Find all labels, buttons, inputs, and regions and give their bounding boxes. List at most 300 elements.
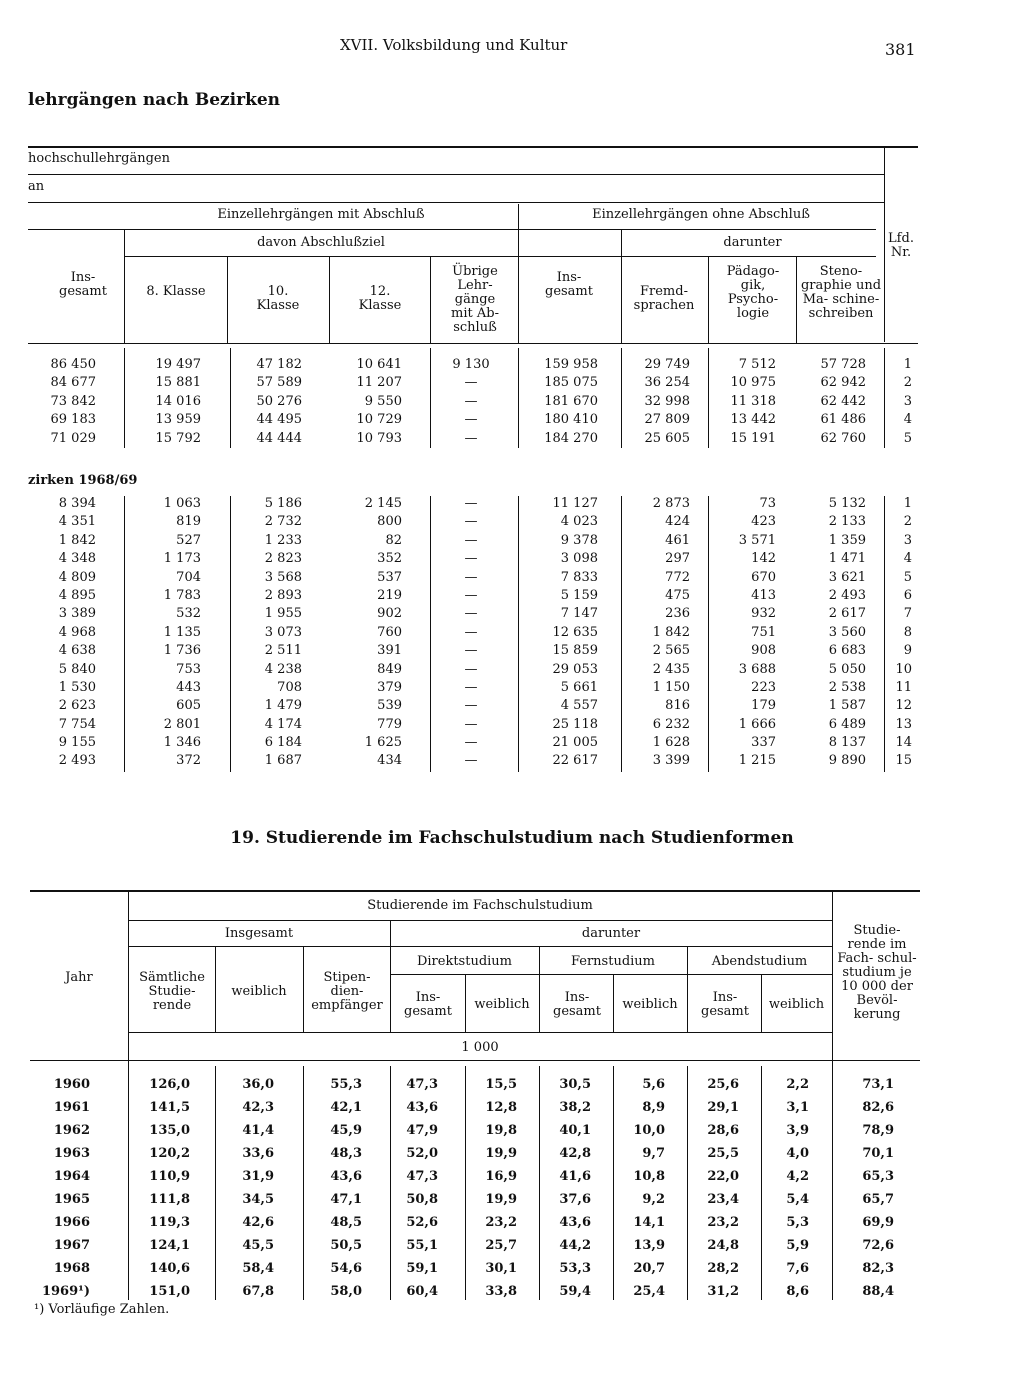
table-cell: 15 792 xyxy=(155,430,201,446)
table-cell: 3,1 xyxy=(786,1100,809,1115)
table-cell: 10 641 xyxy=(356,357,402,372)
table-cell: 4 351 xyxy=(58,514,96,530)
table-cell: 19,9 xyxy=(485,1146,517,1161)
table-cell: 1966 xyxy=(53,1215,90,1230)
col-insgesamt: Ins- gesamt xyxy=(59,270,107,299)
table-cell: 4 968 xyxy=(58,624,96,640)
table-cell: 7 512 xyxy=(738,357,776,372)
table-cell: 179 xyxy=(751,698,776,714)
table-cell: 2 893 xyxy=(264,587,302,603)
table1-rule xyxy=(708,256,709,343)
table-cell: 3 098 xyxy=(560,551,598,567)
table-cell: 142 xyxy=(751,551,776,567)
table-cell: 52,0 xyxy=(406,1146,438,1161)
table-cell: — xyxy=(464,661,478,677)
table-cell: 2 565 xyxy=(652,643,690,659)
table-cell: 352 xyxy=(377,551,402,567)
table-cell: 48,5 xyxy=(330,1215,362,1230)
table-cell: 62 942 xyxy=(820,375,866,391)
table-cell: 36 254 xyxy=(644,375,690,391)
table-cell: 413 xyxy=(751,587,776,603)
table-cell: 180 410 xyxy=(544,412,598,428)
table-column xyxy=(621,495,690,771)
table-cell: 23,2 xyxy=(707,1215,739,1230)
table-cell: 13,9 xyxy=(633,1238,665,1253)
table-cell: 10 975 xyxy=(730,375,776,391)
table-cell: 30,1 xyxy=(485,1261,517,1276)
table-cell: 3,9 xyxy=(786,1123,809,1138)
table-column xyxy=(832,1073,894,1303)
table-cell: 5 186 xyxy=(264,496,302,511)
table-cell: 10,0 xyxy=(633,1123,665,1138)
table-cell: — xyxy=(464,587,478,603)
table-cell: 13 959 xyxy=(155,412,201,428)
table-cell: 475 xyxy=(665,587,690,603)
table-cell: 55,3 xyxy=(330,1077,362,1092)
table-cell: 6 489 xyxy=(828,716,866,732)
table-cell: 50,8 xyxy=(406,1192,438,1207)
table-cell: — xyxy=(464,532,478,548)
table2-title: 19. Studierende im Fachschulstudium nach Studienformen xyxy=(230,828,794,848)
table-cell: 1 215 xyxy=(738,753,776,769)
table-cell: 57 728 xyxy=(820,357,866,372)
table-cell: 819 xyxy=(176,514,201,530)
table-cell: 140,6 xyxy=(149,1261,190,1276)
table-cell: 6 683 xyxy=(828,643,866,659)
table-cell: 29 053 xyxy=(552,661,598,677)
table-cell: 1 135 xyxy=(163,624,201,640)
table-cell: 53,3 xyxy=(559,1261,591,1276)
table-cell: 84 677 xyxy=(50,375,96,391)
col-fremdsprachen: Fremd- sprachen xyxy=(633,284,695,313)
t2-hdr-insgesamt: Insgesamt xyxy=(224,926,294,941)
table-cell: 47,9 xyxy=(406,1123,438,1138)
table-cell: 21 005 xyxy=(552,735,598,751)
table-cell: — xyxy=(464,643,478,659)
t2-hdr-direkt-weiblich: weiblich xyxy=(474,997,530,1012)
table-cell: 219 xyxy=(377,587,402,603)
table1-rule xyxy=(884,496,885,772)
table-cell: 71 029 xyxy=(50,430,96,446)
t2-hdr-fern-weiblich: weiblich xyxy=(622,997,678,1012)
table-column xyxy=(687,1073,739,1303)
table-cell: 9,7 xyxy=(642,1146,665,1161)
table-cell: 57 589 xyxy=(256,375,302,391)
table-column xyxy=(613,1073,665,1303)
table-column xyxy=(330,495,402,771)
table-cell: 65,7 xyxy=(862,1192,894,1207)
table-cell: 119,3 xyxy=(149,1215,190,1230)
table-cell: 25,7 xyxy=(485,1238,517,1253)
table1-rule xyxy=(124,256,876,257)
table-column xyxy=(430,356,512,448)
table-cell: 22 617 xyxy=(552,753,598,769)
table-cell: 31,2 xyxy=(707,1284,739,1299)
table-cell: 1965 xyxy=(53,1192,90,1207)
table-cell: 48,3 xyxy=(330,1146,362,1161)
t2-hdr-fern: Fernstudium xyxy=(570,954,656,969)
table-cell: 379 xyxy=(377,679,402,695)
hdr-an: an xyxy=(28,179,45,194)
table-cell: 13 442 xyxy=(730,412,776,428)
table-cell: 1 842 xyxy=(58,532,96,548)
table-cell: 7,6 xyxy=(786,1261,809,1276)
table-cell: 45,9 xyxy=(330,1123,362,1138)
table-cell: 5 661 xyxy=(560,679,598,695)
table2-rule xyxy=(303,946,304,1032)
table-column xyxy=(230,356,302,448)
table-cell: 1963 xyxy=(53,1146,90,1161)
table-cell: 72,6 xyxy=(862,1238,894,1253)
table-cell: 11 127 xyxy=(552,496,598,511)
table-cell: 760 xyxy=(377,624,402,640)
table-cell: 434 xyxy=(377,753,402,769)
table1-rule xyxy=(28,146,918,148)
table-cell: 78,9 xyxy=(862,1123,894,1138)
table-cell: 9 xyxy=(903,643,912,659)
table-cell: 236 xyxy=(665,606,690,622)
table-cell: 29,1 xyxy=(707,1100,739,1115)
table-cell: 47,3 xyxy=(406,1169,438,1184)
table-cell: — xyxy=(464,496,478,511)
table-cell: 10 793 xyxy=(356,430,402,446)
table-cell: 3 399 xyxy=(652,753,690,769)
table-cell: 5 050 xyxy=(828,661,866,677)
table-cell: 181 670 xyxy=(544,393,598,409)
table-cell: 8 394 xyxy=(58,496,96,511)
table-cell: 779 xyxy=(377,716,402,732)
table-column xyxy=(28,495,96,771)
hdr-lfd-nr: Lfd. Nr. xyxy=(888,231,914,260)
table-cell: 3 xyxy=(903,532,912,548)
table-cell: 15 191 xyxy=(730,430,776,446)
table-cell: 62 442 xyxy=(820,393,866,409)
table-cell: 753 xyxy=(176,661,201,677)
table-cell: 41,4 xyxy=(242,1123,274,1138)
table-cell: — xyxy=(464,569,478,585)
table-cell: 1 736 xyxy=(163,643,201,659)
table-cell: 5,4 xyxy=(786,1192,809,1207)
table-cell: 44 444 xyxy=(256,430,302,446)
table-cell: 42,8 xyxy=(559,1146,591,1161)
table-cell: — xyxy=(464,430,478,446)
table-cell: 223 xyxy=(751,679,776,695)
table-cell: 23,4 xyxy=(707,1192,739,1207)
table-cell: 2 732 xyxy=(264,514,302,530)
table-cell: 31,9 xyxy=(242,1169,274,1184)
col-stenographie: Steno- graphie und Ma- schine- schreiben xyxy=(800,264,882,321)
table-cell: 2 145 xyxy=(364,496,402,511)
table-cell: 1 xyxy=(903,496,912,511)
table-cell: 1969¹) xyxy=(41,1284,90,1299)
table-cell: — xyxy=(464,412,478,428)
table-cell: 73,1 xyxy=(862,1077,894,1092)
table-cell: 670 xyxy=(751,569,776,585)
table-cell: 9 550 xyxy=(364,393,402,409)
table-cell: 7 xyxy=(903,606,912,622)
table1-rule xyxy=(227,256,228,343)
table-cell: 73 842 xyxy=(50,393,96,409)
table1-rule xyxy=(28,174,884,175)
table-cell: 1 587 xyxy=(828,698,866,714)
table-cell: 4 xyxy=(903,551,912,567)
table1-rule xyxy=(796,256,797,343)
section-label: zirken 1968/69 xyxy=(28,473,138,488)
table-cell: 25 118 xyxy=(552,716,598,732)
table1-rule xyxy=(28,343,918,344)
t2-hdr-abend: Abendstudium xyxy=(711,954,808,969)
table-column xyxy=(518,495,598,771)
table-cell: 36,0 xyxy=(242,1077,274,1092)
table-cell: 7 754 xyxy=(58,716,96,732)
table-cell: 1967 xyxy=(53,1238,90,1253)
table-cell: 3 571 xyxy=(738,532,776,548)
table-cell: 2,2 xyxy=(786,1077,809,1092)
table-cell: 8,9 xyxy=(642,1100,665,1115)
table-column xyxy=(30,1073,90,1303)
table-column xyxy=(390,1073,438,1303)
table-cell: 4,0 xyxy=(786,1146,809,1161)
table-cell: 15,5 xyxy=(485,1077,517,1092)
table-cell: 15 881 xyxy=(155,375,201,391)
table-cell: 43,6 xyxy=(330,1169,362,1184)
t2-unit: 1 000 xyxy=(461,1040,499,1055)
table-cell: 605 xyxy=(176,698,201,714)
table-cell: 110,9 xyxy=(149,1169,190,1184)
table-cell: 372 xyxy=(176,753,201,769)
table-cell: 800 xyxy=(377,514,402,530)
table2-rule xyxy=(30,890,920,892)
table-cell: 24,8 xyxy=(707,1238,739,1253)
table-cell: 3 389 xyxy=(58,606,96,622)
table-cell: 2 133 xyxy=(828,514,866,530)
table-cell: — xyxy=(464,679,478,695)
table-cell: 32 998 xyxy=(644,393,690,409)
table-cell: 2 823 xyxy=(264,551,302,567)
table-cell: 8 137 xyxy=(828,735,866,751)
table-cell: 52,6 xyxy=(406,1215,438,1230)
col-ohne-insgesamt: Ins- gesamt xyxy=(545,270,593,299)
table-cell: 4 xyxy=(903,412,912,428)
table-column xyxy=(539,1073,591,1303)
table-cell: 44,2 xyxy=(559,1238,591,1253)
t2-hdr-jahr: Jahr xyxy=(65,970,93,985)
table-cell: 816 xyxy=(665,698,690,714)
table-cell: 902 xyxy=(377,606,402,622)
table-cell: 4 023 xyxy=(560,514,598,530)
table-cell: 337 xyxy=(751,735,776,751)
table-cell: 184 270 xyxy=(544,430,598,446)
table-cell: 42,1 xyxy=(330,1100,362,1115)
table-cell: 1 xyxy=(903,357,912,372)
table-cell: 1960 xyxy=(53,1077,90,1092)
table-cell: 2 623 xyxy=(58,698,96,714)
table-cell: 5 159 xyxy=(560,587,598,603)
table-cell: 126,0 xyxy=(149,1077,190,1092)
table-cell: 159 958 xyxy=(544,357,598,372)
table-cell: 4 348 xyxy=(58,551,96,567)
table-cell: 908 xyxy=(751,643,776,659)
table-cell: 751 xyxy=(751,624,776,640)
table-cell: 1 783 xyxy=(163,587,201,603)
hdr-darunter: darunter xyxy=(723,235,782,250)
table1-rule xyxy=(884,348,885,448)
hdr-mit-abschluss: Einzellehrgängen mit Abschluß xyxy=(217,207,425,222)
table-cell: 185 075 xyxy=(544,375,598,391)
table1-rule xyxy=(430,256,431,343)
table-cell: 25,4 xyxy=(633,1284,665,1299)
table-cell: 33,6 xyxy=(242,1146,274,1161)
table-cell: 297 xyxy=(665,551,690,567)
table-column xyxy=(708,356,776,448)
table-cell: 22,0 xyxy=(707,1169,739,1184)
table-cell: 4 895 xyxy=(58,587,96,603)
table-cell: 59,1 xyxy=(406,1261,438,1276)
table-cell: — xyxy=(464,716,478,732)
table-cell: 2 873 xyxy=(652,496,690,511)
table-cell: 1 530 xyxy=(58,679,96,695)
table2-rule xyxy=(128,946,832,947)
table-cell: 82,6 xyxy=(862,1100,894,1115)
table-cell: 58,0 xyxy=(330,1284,362,1299)
table-cell: 19,9 xyxy=(485,1192,517,1207)
table-cell: 11 207 xyxy=(356,375,402,391)
table-cell: 1 955 xyxy=(264,606,302,622)
table1-rule xyxy=(884,146,885,342)
table-cell: 23,2 xyxy=(485,1215,517,1230)
table-cell: 7 147 xyxy=(560,606,598,622)
table-cell: 70,1 xyxy=(862,1146,894,1161)
table-cell: 3 688 xyxy=(738,661,776,677)
table-cell: 11 318 xyxy=(730,393,776,409)
table-cell: 8 xyxy=(903,624,912,640)
table1-title: lehrgängen nach Bezirken xyxy=(28,90,281,110)
table-cell: 14,1 xyxy=(633,1215,665,1230)
table-cell: 6 232 xyxy=(652,716,690,732)
table-column xyxy=(124,495,201,771)
table-cell: 3 621 xyxy=(828,569,866,585)
table-cell: 19,8 xyxy=(485,1123,517,1138)
t2-hdr-stipend: Stipen- dien- empfänger xyxy=(311,970,383,1013)
table-cell: 3 xyxy=(903,393,912,409)
table-cell: 1 359 xyxy=(828,532,866,548)
table-cell: 15 859 xyxy=(552,643,598,659)
table-cell: 8,6 xyxy=(786,1284,809,1299)
table-cell: — xyxy=(464,551,478,567)
table-cell: 527 xyxy=(176,532,201,548)
table-cell: — xyxy=(464,624,478,640)
table-cell: 43,6 xyxy=(559,1215,591,1230)
hdr-davon: davon Abschlußziel xyxy=(257,235,385,250)
table-cell: 4 238 xyxy=(264,661,302,677)
table-cell: 932 xyxy=(751,606,776,622)
table-column xyxy=(430,495,512,771)
table-cell: 55,1 xyxy=(406,1238,438,1253)
table-cell: 5,9 xyxy=(786,1238,809,1253)
table-cell: 25,6 xyxy=(707,1077,739,1092)
table-cell: 13 xyxy=(895,716,912,732)
table-cell: 7 833 xyxy=(560,569,598,585)
table-cell: 6 xyxy=(903,587,912,603)
table-cell: 4 809 xyxy=(58,569,96,585)
table-cell: — xyxy=(464,375,478,391)
table-cell: 58,4 xyxy=(242,1261,274,1276)
table-cell: 1968 xyxy=(53,1261,90,1276)
table2-rule xyxy=(30,1060,920,1061)
table1-rule xyxy=(28,202,884,203)
table2-rule xyxy=(128,1032,832,1033)
table-cell: 82 xyxy=(385,532,402,548)
table-cell: 82,3 xyxy=(862,1261,894,1276)
table-cell: 4 638 xyxy=(58,643,96,659)
table-cell: 42,6 xyxy=(242,1215,274,1230)
table-cell: 9 130 xyxy=(452,357,490,372)
table-cell: 34,5 xyxy=(242,1192,274,1207)
table1-rule xyxy=(329,256,330,343)
table-cell: 461 xyxy=(665,532,690,548)
table-cell: 44 495 xyxy=(256,412,302,428)
table-cell: 12 xyxy=(895,698,912,714)
table-cell: 25,5 xyxy=(707,1146,739,1161)
table-cell: 1962 xyxy=(53,1123,90,1138)
t2-hdr-per-10000: Studie- rende im Fach- schul- studium je 10 000 der Bevöl- kerung xyxy=(837,923,917,1022)
t2-hdr-fern-ins: Ins- gesamt xyxy=(553,990,601,1019)
table-cell: 28,2 xyxy=(707,1261,739,1276)
table-cell: 9,2 xyxy=(642,1192,665,1207)
table-cell: 15 xyxy=(895,753,912,769)
table-cell: 111,8 xyxy=(149,1192,190,1207)
table-cell: 50 276 xyxy=(256,393,302,409)
table-cell: 151,0 xyxy=(149,1284,190,1299)
table-cell: — xyxy=(464,514,478,530)
table1-rule xyxy=(28,229,876,230)
table-cell: 3 560 xyxy=(828,624,866,640)
table-cell: 6 184 xyxy=(264,735,302,751)
table-cell: 1 346 xyxy=(163,735,201,751)
table-cell: 539 xyxy=(377,698,402,714)
table-cell: 41,6 xyxy=(559,1169,591,1184)
table-cell: 10 729 xyxy=(356,412,402,428)
table-cell: 124,1 xyxy=(149,1238,190,1253)
table-column xyxy=(230,495,302,771)
table-cell: 47 182 xyxy=(256,357,302,372)
table-cell: 1 471 xyxy=(828,551,866,567)
table-cell: 65,3 xyxy=(862,1169,894,1184)
table-cell: 20,7 xyxy=(633,1261,665,1276)
table-cell: 1 063 xyxy=(163,496,201,511)
table-cell: 4 557 xyxy=(560,698,598,714)
table-cell: 54,6 xyxy=(330,1261,362,1276)
table-cell: 11 xyxy=(895,679,912,695)
table-cell: 120,2 xyxy=(149,1146,190,1161)
table-cell: 5,6 xyxy=(642,1077,665,1092)
table-cell: 1 687 xyxy=(264,753,302,769)
table-column xyxy=(761,1073,809,1303)
table-cell: 14 xyxy=(895,735,912,751)
table-cell: 772 xyxy=(665,569,690,585)
table-cell: 60,4 xyxy=(406,1284,438,1299)
table-cell: 5 840 xyxy=(58,661,96,677)
table-cell: 1 628 xyxy=(652,735,690,751)
table-cell: 10,8 xyxy=(633,1169,665,1184)
table-cell: 12 635 xyxy=(552,624,598,640)
col-paedagogik: Pädago- gik, Psycho- logie xyxy=(726,264,780,321)
table-cell: 61 486 xyxy=(820,412,866,428)
table-column xyxy=(621,356,690,448)
table-cell: 2 493 xyxy=(58,753,96,769)
page-number: 381 xyxy=(885,40,916,59)
t2-hdr-direkt: Direktstudium xyxy=(416,954,513,969)
